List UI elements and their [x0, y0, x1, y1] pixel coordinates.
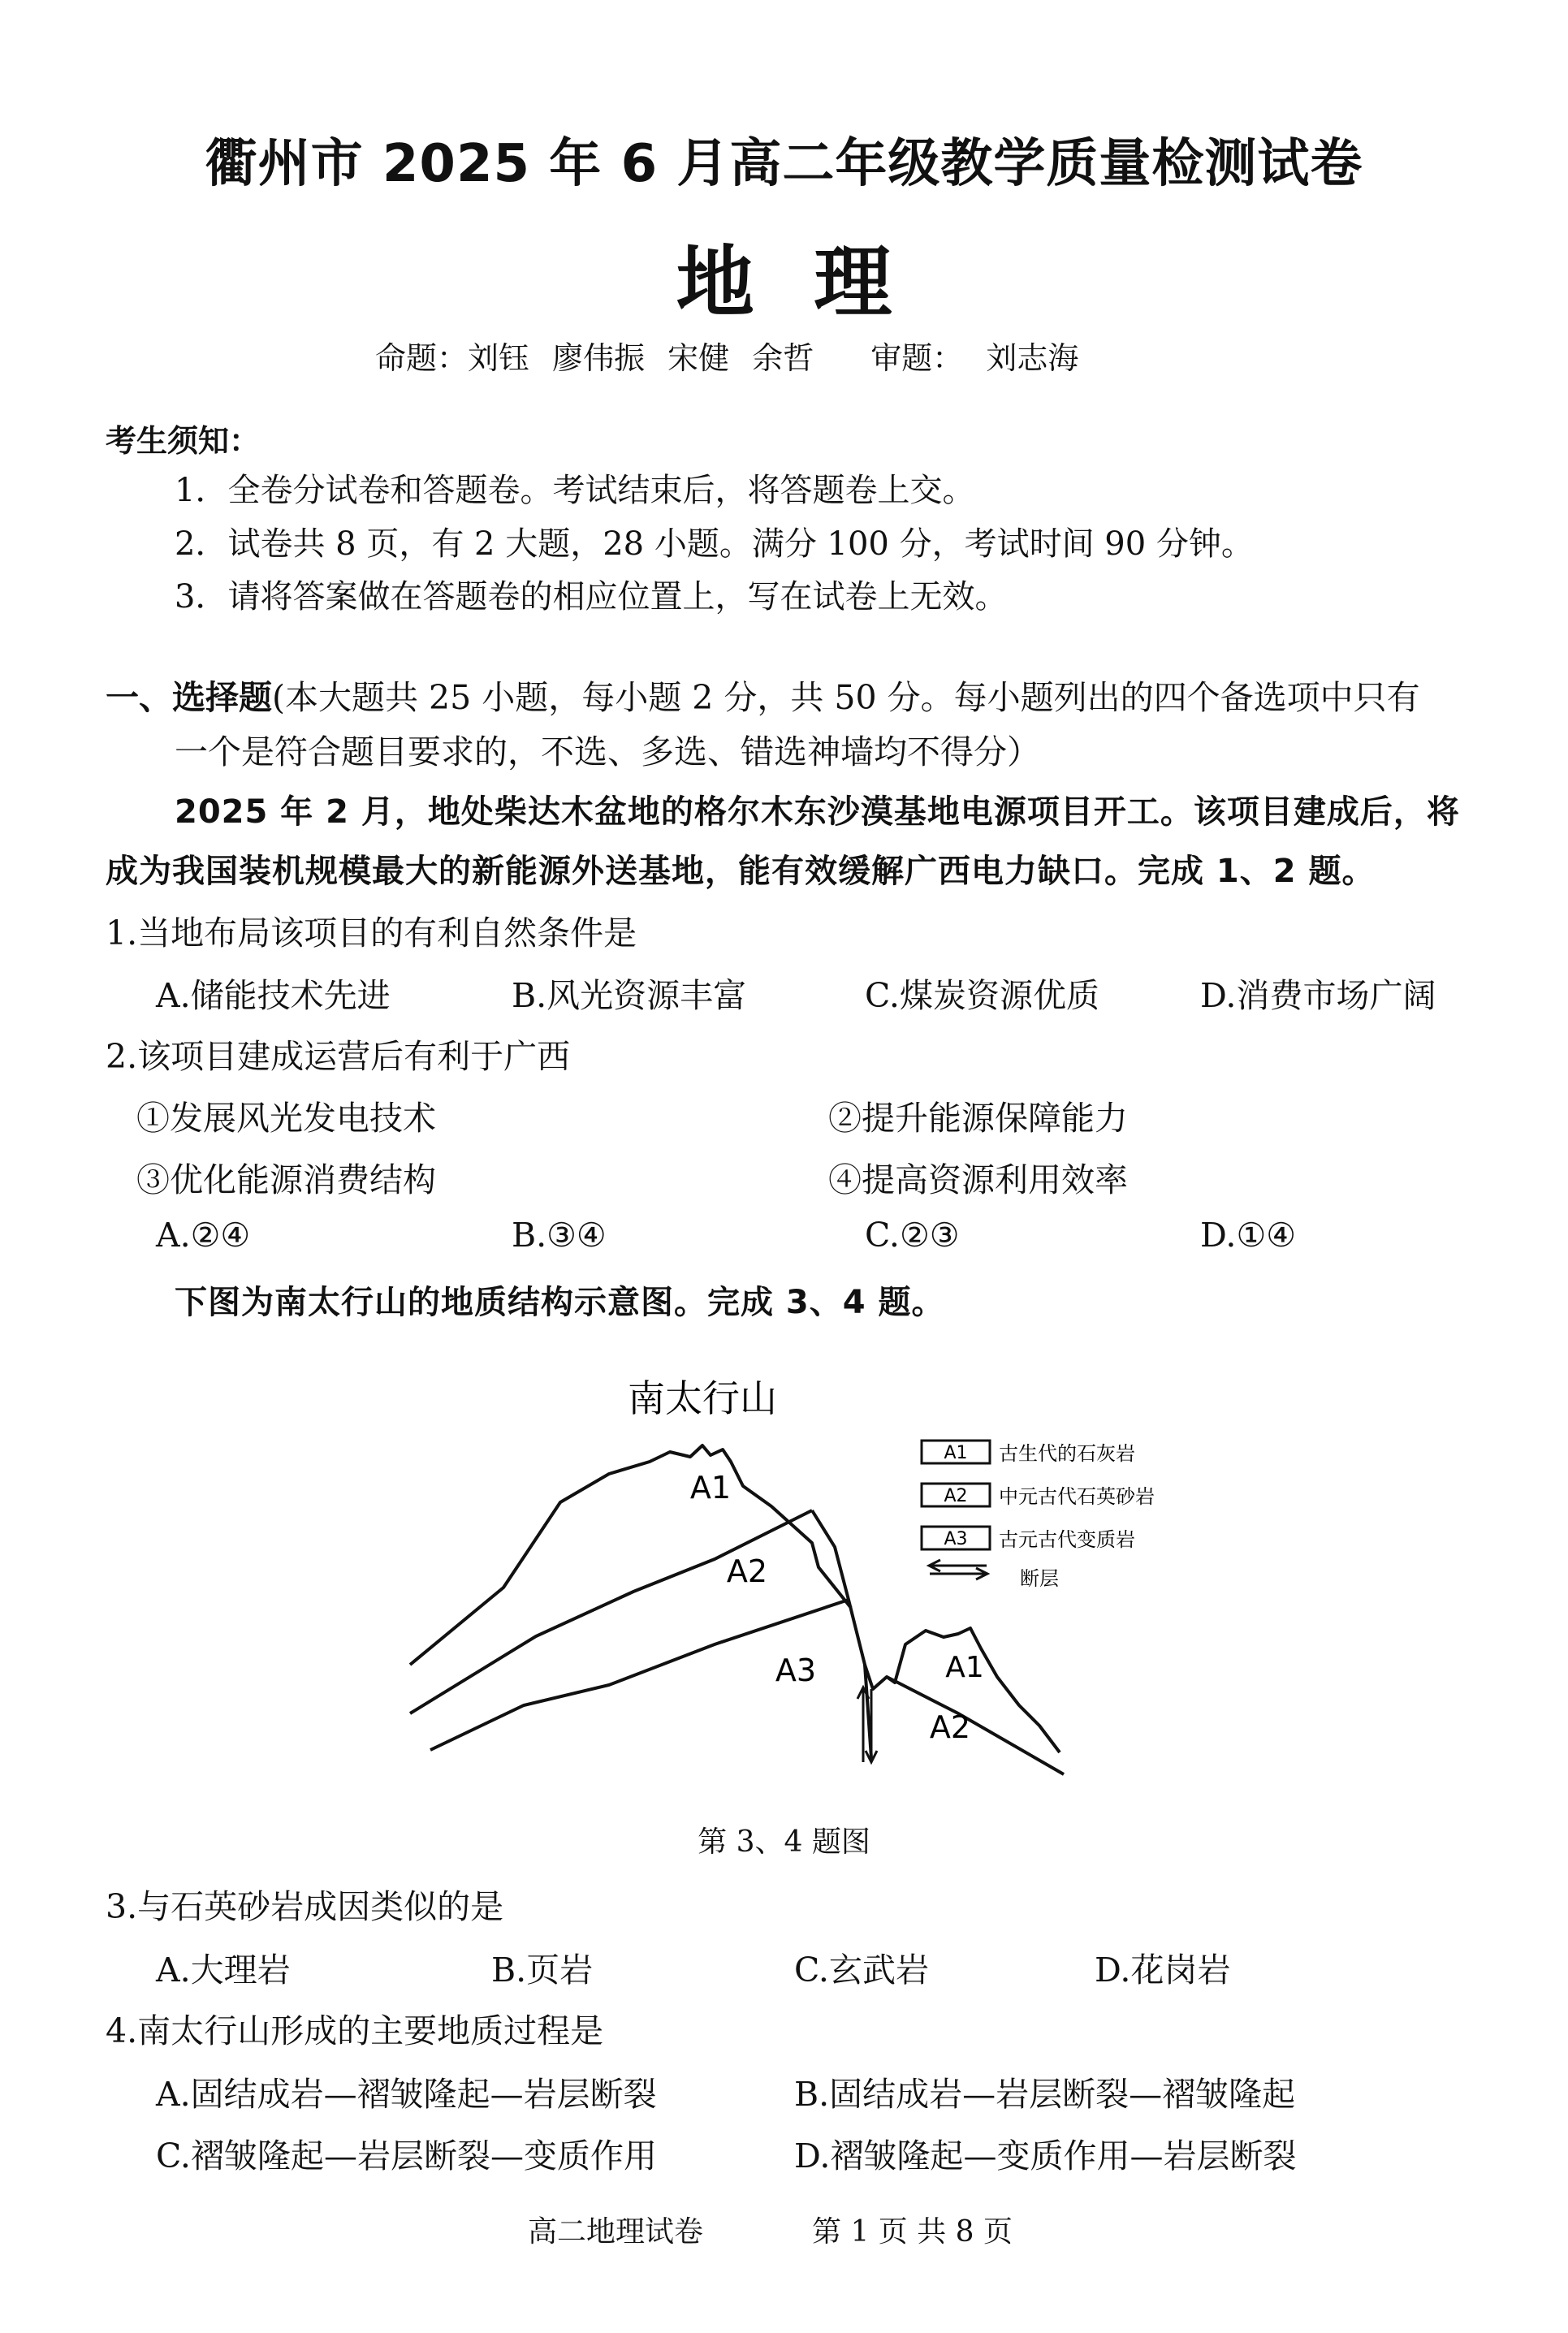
q2-item-1: ①发展风光发电技术	[136, 1099, 436, 1138]
question-2-stem: 2.该项目建成运营后有利于广西	[106, 1037, 571, 1076]
legend-code-a2: A2	[944, 1486, 968, 1506]
legend-text-a2: 中元古代石英砂岩	[999, 1485, 1155, 1508]
reviewer-label: 审题： 刘志海	[870, 340, 1079, 376]
figure-title: 南太行山	[628, 1376, 777, 1420]
question-3-stem: 3.与石英砂岩成因类似的是	[106, 1887, 504, 1926]
label-a2-left: A2	[726, 1553, 768, 1589]
label-a2-right: A2	[929, 1709, 971, 1745]
q2-option-c[interactable]: C.②③	[865, 1216, 960, 1255]
q2-item-2: ②提升能源保障能力	[828, 1099, 1128, 1138]
label-a1-right: A1	[945, 1651, 984, 1684]
label-a1-left: A1	[689, 1470, 732, 1506]
authors-label: 命题：刘钰 廖伟振 宋健 余哲	[375, 340, 814, 376]
exam-title: 衢州市 2025 年 6 月高二年级教学质量检测试卷	[205, 134, 1363, 194]
passage-1-line-2: 成为我国装机规模最大的新能源外送基地，能有效缓解广西电力缺口。完成 1、2 题。	[106, 853, 1376, 890]
q3-option-a[interactable]: A.大理岩	[156, 1951, 291, 1990]
q1-option-a[interactable]: A.储能技术先进	[156, 976, 391, 1015]
footer-paper-name: 高二地理试卷	[528, 2215, 704, 2249]
authors-line	[375, 333, 1078, 378]
q3-option-d[interactable]: D.花岗岩	[1095, 1951, 1231, 1990]
label-a3: A3	[775, 1653, 817, 1688]
notice-item-3: 3．请将答案做在答题卷的相应位置上，写在试卷上无效。	[175, 578, 1008, 616]
geology-cross-section-figure	[390, 1364, 1155, 1786]
subject-title: 地 理	[676, 236, 892, 328]
figure-caption: 第 3、4 题图	[698, 1825, 870, 1859]
q2-option-a[interactable]: A.②④	[156, 1216, 251, 1255]
question-4-stem: 4.南太行山形成的主要地质过程是	[106, 2011, 604, 2050]
legend-code-a3: A3	[944, 1529, 968, 1549]
q1-option-b[interactable]: B.风光资源丰富	[512, 976, 747, 1015]
section-description-cont: 一个是符合题目要求的，不选、多选、错选神墙均不得分）	[175, 732, 1040, 771]
legend-text-a1: 古生代的石灰岩	[999, 1442, 1135, 1465]
passage-2: 下图为南太行山的地质结构示意图。完成 3、4 题。	[175, 1284, 945, 1321]
section-name: 选择题	[172, 678, 272, 717]
section-prefix: 一、	[106, 678, 172, 717]
q4-option-c[interactable]: C.褶皱隆起—岩层断裂—变质作用	[156, 2136, 657, 2175]
q2-option-d[interactable]: D.①④	[1200, 1216, 1296, 1255]
q3-option-c[interactable]: C.玄武岩	[794, 1951, 929, 1990]
q1-option-c[interactable]: C.煤炭资源优质	[865, 976, 1099, 1015]
legend-fault-label: 断层	[1020, 1567, 1059, 1590]
notice-heading: 考生须知：	[106, 423, 261, 459]
footer-page-number: 第 1 页 共 8 页	[812, 2215, 1013, 2249]
q3-option-b[interactable]: B.页岩	[491, 1951, 594, 1990]
q2-item-4: ④提高资源利用效率	[828, 1160, 1128, 1199]
legend-text-a3: 古元古代变质岩	[999, 1528, 1135, 1551]
surface-line	[410, 1445, 851, 1665]
q4-option-a[interactable]: A.固结成岩—褶皱隆起—岩层断裂	[156, 2075, 657, 2114]
q4-option-d[interactable]: D.褶皱隆起—变质作用—岩层断裂	[794, 2136, 1297, 2175]
section-heading	[106, 671, 1420, 719]
q2-item-3: ③优化能源消费结构	[136, 1160, 436, 1199]
legend-code-a1: A1	[944, 1443, 968, 1463]
passage-1-line-1: 2025 年 2 月，地处柴达木盆地的格尔木东沙漠基地电源项目开工。该项目建成后，将	[175, 793, 1460, 831]
q1-option-d[interactable]: D.消费市场广阔	[1200, 976, 1436, 1015]
notice-item-1: 1．全卷分试卷和答题卷。考试结束后，将答题卷上交。	[175, 472, 975, 509]
q2-option-b[interactable]: B.③④	[512, 1216, 607, 1255]
section-description: (本大题共 25 小题，每小题 2 分，共 50 分。每小题列出的四个备选项中只有	[272, 678, 1420, 717]
question-1-stem: 1.当地布局该项目的有利自然条件是	[106, 914, 637, 953]
notice-item-2: 2．试卷共 8 页，有 2 大题，28 小题。满分 100 分，考试时间 90 分钟。	[175, 525, 1254, 563]
q4-option-b[interactable]: B.固结成岩—岩层断裂—褶皱隆起	[794, 2075, 1296, 2114]
